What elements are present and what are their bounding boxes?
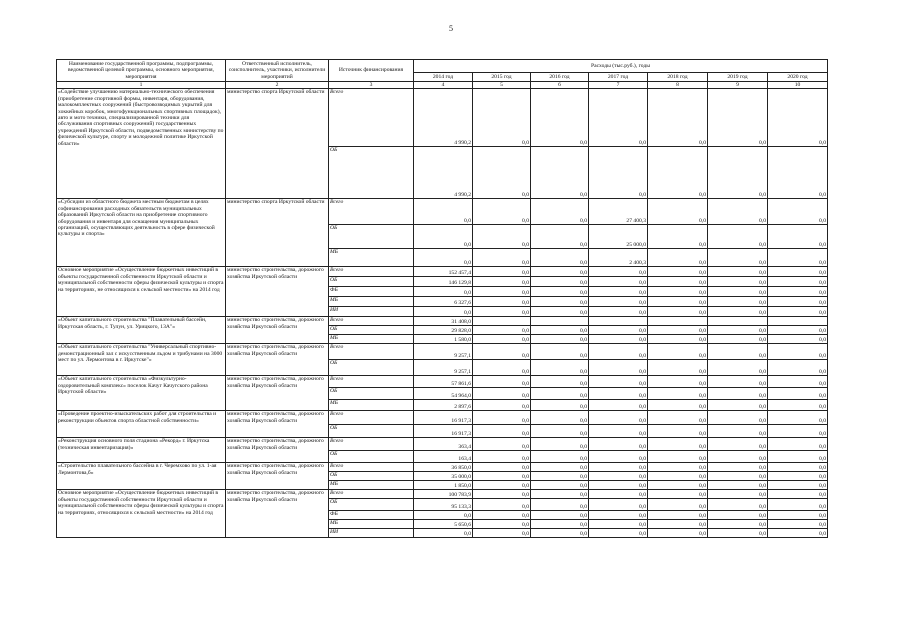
expense-value: 0,0 <box>648 326 708 335</box>
expense-value: 0,0 <box>648 511 708 520</box>
expense-value: 0,0 <box>768 376 828 388</box>
expense-value: 0,0 <box>589 529 648 538</box>
table-row <box>57 490 828 499</box>
expense-value: 0,0 <box>768 529 828 538</box>
expense-value: 0,0 <box>531 89 589 147</box>
funding-source: Всего <box>329 89 414 147</box>
expense-value: 0,0 <box>414 287 473 297</box>
expense-value: 54 964,0 <box>414 388 473 400</box>
funding-source: Всего <box>329 463 414 472</box>
expense-value: 0,0 <box>708 326 768 335</box>
expense-value: 0,0 <box>531 307 589 317</box>
funding-source: ИИ <box>329 307 414 317</box>
header-year: 2016 год <box>531 73 589 82</box>
expense-value: 1 850,0 <box>414 481 473 490</box>
expense-value: 0,0 <box>708 335 768 344</box>
expense-value: 0,0 <box>708 438 768 451</box>
page-number: 5 <box>449 24 453 33</box>
column-number-row <box>57 82 828 89</box>
expense-value: 0,0 <box>414 529 473 538</box>
expense-value: 0,0 <box>648 199 708 225</box>
table-row <box>57 89 828 147</box>
funding-source: ОБ <box>329 147 414 199</box>
expense-value: 0,0 <box>589 511 648 520</box>
expense-value: 0,0 <box>768 463 828 472</box>
expense-value: 0,0 <box>708 199 768 225</box>
funding-source: МБ <box>329 249 414 267</box>
expense-value: 0,0 <box>589 267 648 277</box>
expense-value: 0,0 <box>531 277 589 287</box>
program-name: «Объект капитального строительства "Универсальный спортивно-демонстрационный зал с искусственным льдом и трибунами на 3000 мест по ул. Лермонтова в г. Иркутске"» <box>57 344 226 376</box>
expense-value: 0,0 <box>648 400 708 411</box>
column-number: 9 <box>708 82 768 89</box>
expense-value: 0,0 <box>531 438 589 451</box>
expense-value: 16 917,3 <box>414 411 473 425</box>
expense-value: 0,0 <box>589 425 648 438</box>
expense-value: 0,0 <box>768 249 828 267</box>
expense-value: 0,0 <box>414 225 473 249</box>
expense-value: 9 257,1 <box>414 344 473 360</box>
expense-value: 0,0 <box>589 481 648 490</box>
executor: министерство строительства, дорожного хозяйства Иркутской области <box>226 317 329 344</box>
expense-value <box>708 317 768 326</box>
expense-value: 0,0 <box>589 307 648 317</box>
expense-value: 0,0 <box>473 481 531 490</box>
funding-source: ОБ <box>329 277 414 287</box>
expense-value: 0,0 <box>768 297 828 307</box>
expense-value: 0,0 <box>648 490 708 499</box>
expense-value: 0,0 <box>708 400 768 411</box>
expense-value: 0,0 <box>589 438 648 451</box>
table-header <box>57 60 828 89</box>
expense-value: 0,0 <box>768 451 828 463</box>
column-number: 10 <box>768 82 828 89</box>
expense-value: 0,0 <box>531 376 589 388</box>
table-row <box>57 267 828 277</box>
program-name: «Субсидии из областного бюджета местным бюджетам в целях софинансирования расходных обязательств муниципальных образований Иркутской области на приобретение спортивного оборудования и инвентаря для оснащения муниципальных организаций, осуществляющих деятельность в сфере физической культуры и спорта» <box>57 199 226 267</box>
expense-value: 0,0 <box>589 335 648 344</box>
expense-value: 0,0 <box>708 388 768 400</box>
expense-value: 0,0 <box>768 490 828 499</box>
expense-value <box>531 317 589 326</box>
expense-value: 9 257,1 <box>414 360 473 376</box>
column-number: 5 <box>473 82 531 89</box>
expense-value: 0,0 <box>473 472 531 481</box>
expense-value: 0,0 <box>589 400 648 411</box>
expense-value: 0,0 <box>589 388 648 400</box>
expense-value: 0,0 <box>473 326 531 335</box>
expense-value: 0,0 <box>589 360 648 376</box>
expense-value <box>589 317 648 326</box>
header-year: 2014 год <box>414 73 473 82</box>
column-number: 3 <box>329 82 414 89</box>
expense-value: 0,0 <box>648 89 708 147</box>
expense-value: 27 400,3 <box>589 199 648 225</box>
expense-value: 0,0 <box>414 511 473 520</box>
expense-value: 0,0 <box>708 481 768 490</box>
expense-value: 0,0 <box>414 199 473 225</box>
expense-value: 0,0 <box>589 451 648 463</box>
expense-value: 35 000,0 <box>414 472 473 481</box>
expense-value: 0,0 <box>768 438 828 451</box>
table-row <box>57 411 828 425</box>
expense-value: 0,0 <box>708 463 768 472</box>
expense-value: 0,0 <box>473 287 531 297</box>
expense-value: 152 457,4 <box>414 267 473 277</box>
expense-value: 0,0 <box>589 472 648 481</box>
expense-value: 95 133,3 <box>414 499 473 511</box>
column-number: 1 <box>57 82 226 89</box>
expense-value: 0,0 <box>473 400 531 411</box>
expense-value: 0,0 <box>708 225 768 249</box>
funding-source: ФБ <box>329 287 414 297</box>
expense-value: 0,0 <box>708 529 768 538</box>
expense-value: 0,0 <box>768 307 828 317</box>
expense-value: 0,0 <box>473 199 531 225</box>
column-number: 2 <box>226 82 329 89</box>
expense-value: 0,0 <box>473 267 531 277</box>
expense-value: 0,0 <box>768 511 828 520</box>
expense-value: 0,0 <box>708 360 768 376</box>
expense-value: 0,0 <box>589 499 648 511</box>
expense-value: 0,0 <box>531 400 589 411</box>
expense-value: 0,0 <box>648 267 708 277</box>
expense-value: 0,0 <box>708 287 768 297</box>
table-body <box>57 89 828 538</box>
expense-value: 0,0 <box>473 344 531 360</box>
expense-value: 0,0 <box>768 400 828 411</box>
expense-value: 0,0 <box>708 425 768 438</box>
funding-source: ОБ <box>329 326 414 335</box>
expense-value: 0,0 <box>648 411 708 425</box>
funding-source: Всего <box>329 267 414 277</box>
program-name: «Объект капитального строительства "Плавательный бассейн, Иркутская область, г. Тулун, ул. Урицкого, 13А"» <box>57 317 226 344</box>
expense-value: 2 897,6 <box>414 400 473 411</box>
program-name: Основное мероприятие «Осуществление бюджетных инвестиций в объекты государственной собственности Иркутской области и муниципальной собственности сферы физической культуры и спорта на территориях, не относящихся к сельской местности» на 2014 год <box>57 267 226 317</box>
program-name: Основное мероприятие «Осуществление бюджетных инвестиций в объекты государственной собственности Иркутской области и муниципальной собственности сферы физической культуры и спорта на территориях, относящихся к сельской местности» на 2014 год <box>57 490 226 538</box>
expense-value: 0,0 <box>531 249 589 267</box>
expense-value: 0,0 <box>648 287 708 297</box>
funding-source: ОБ <box>329 451 414 463</box>
funding-source: ОБ <box>329 225 414 249</box>
header-year: 2017 год <box>589 73 648 82</box>
expense-value: 0,0 <box>768 199 828 225</box>
expense-value: 163,4 <box>414 451 473 463</box>
expense-value: 0,0 <box>768 520 828 529</box>
funding-source: Всего <box>329 490 414 499</box>
funding-source: МБ <box>329 297 414 307</box>
executor: министерство строительства, дорожного хозяйства Иркутской области <box>226 267 329 317</box>
expense-value: 0,0 <box>589 287 648 297</box>
expense-value: 4 990,2 <box>414 89 473 147</box>
header-executor: Ответственный исполнитель, соисполнитель, участники, исполнители мероприятий <box>226 60 329 82</box>
expense-value: 0,0 <box>531 360 589 376</box>
funding-source: Всего <box>329 317 414 326</box>
funding-source: МБ <box>329 335 414 344</box>
expense-value <box>473 317 531 326</box>
expense-value: 0,0 <box>708 249 768 267</box>
expense-value: 0,0 <box>708 89 768 147</box>
expense-value: 0,0 <box>531 499 589 511</box>
expense-value: 36 850,0 <box>414 463 473 472</box>
executor: министерство строительства, дорожного хозяйства Иркутской области <box>226 438 329 463</box>
funding-source: ОБ <box>329 360 414 376</box>
expense-value: 0,0 <box>473 411 531 425</box>
expense-value: 0,0 <box>648 277 708 287</box>
expense-value <box>648 317 708 326</box>
executor: министерство строительства, дорожного хозяйства Иркутской области <box>226 490 329 538</box>
expense-value: 0,0 <box>589 147 648 199</box>
executor: министерство строительства, дорожного хозяйства Иркутской области <box>226 344 329 376</box>
expense-value: 0,0 <box>589 297 648 307</box>
expense-value: 0,0 <box>531 335 589 344</box>
table-row <box>57 199 828 225</box>
table-row <box>57 344 828 360</box>
expense-value <box>768 317 828 326</box>
expense-value: 0,0 <box>648 520 708 529</box>
expense-value: 0,0 <box>708 267 768 277</box>
expense-value: 31 408,0 <box>414 317 473 326</box>
expense-value: 0,0 <box>473 335 531 344</box>
funding-source: ОБ <box>329 499 414 511</box>
expense-value: 0,0 <box>589 376 648 388</box>
expense-value: 0,0 <box>708 297 768 307</box>
expense-value: 0,0 <box>531 511 589 520</box>
funding-source: МБ <box>329 520 414 529</box>
funding-source: Всего <box>329 438 414 451</box>
expense-value: 0,0 <box>768 499 828 511</box>
expense-value: 0,0 <box>648 529 708 538</box>
expense-value: 0,0 <box>768 360 828 376</box>
column-number: 8 <box>648 82 708 89</box>
expense-value: 0,0 <box>708 472 768 481</box>
expense-value: 0,0 <box>708 344 768 360</box>
expense-value: 0,0 <box>648 376 708 388</box>
expense-value: 0,0 <box>708 451 768 463</box>
expense-value: 25 000,0 <box>589 225 648 249</box>
expense-value: 0,0 <box>648 335 708 344</box>
expense-value: 0,0 <box>473 425 531 438</box>
expense-value: 57 861,6 <box>414 376 473 388</box>
header-source: Источник финансирования <box>329 60 414 82</box>
expense-value: 0,0 <box>531 199 589 225</box>
expense-value: 0,0 <box>648 451 708 463</box>
expense-value: 0,0 <box>648 307 708 317</box>
expense-value: 0,0 <box>768 388 828 400</box>
expense-value: 0,0 <box>768 277 828 287</box>
expense-value: 0,0 <box>768 89 828 147</box>
funding-source: ОБ <box>329 425 414 438</box>
expense-value: 0,0 <box>531 451 589 463</box>
expense-value: 6 327,6 <box>414 297 473 307</box>
budget-table <box>56 59 828 538</box>
expense-value: 0,0 <box>531 225 589 249</box>
column-number: 4 <box>414 82 473 89</box>
header-year: 2020 год <box>768 73 828 82</box>
expense-value: 0,0 <box>648 388 708 400</box>
expense-value: 0,0 <box>473 225 531 249</box>
expense-value: 0,0 <box>473 520 531 529</box>
expense-value: 146 129,8 <box>414 277 473 287</box>
expense-value: 0,0 <box>473 529 531 538</box>
program-name: «Объект капитального строительства «Физкультурно-оздоровительный комплекс» поселок Качуг Качугского района Иркутской области» <box>57 376 226 411</box>
expense-value: 0,0 <box>473 277 531 287</box>
program-name: «Строительство плавательного бассейна в г. Черемхово по ул. 1-ая Лермонтова,б» <box>57 463 226 490</box>
expense-value: 0,0 <box>473 511 531 520</box>
expense-value: 2 400,3 <box>589 249 648 267</box>
header-year: 2018 год <box>648 73 708 82</box>
expense-value: 0,0 <box>473 490 531 499</box>
expense-value: 0,0 <box>531 344 589 360</box>
funding-source: Всего <box>329 411 414 425</box>
expense-value: 0,0 <box>589 463 648 472</box>
funding-source: ОБ <box>329 472 414 481</box>
expense-value: 0,0 <box>648 499 708 511</box>
expense-value: 29 828,0 <box>414 326 473 335</box>
expense-value: 0,0 <box>473 147 531 199</box>
expense-value: 0,0 <box>473 388 531 400</box>
expense-value: 0,0 <box>589 411 648 425</box>
expense-value: 16 917,3 <box>414 425 473 438</box>
expense-value: 0,0 <box>531 490 589 499</box>
header-name: Наименование государственной программы, подпрограммы, ведомственной целевой программы, основного мероприятия, мероприятия <box>57 60 226 82</box>
expense-value: 0,0 <box>589 490 648 499</box>
expense-value: 0,0 <box>768 225 828 249</box>
funding-source: ФБ <box>329 511 414 520</box>
program-name: «Реконструкция основного поля стадиона «Рекорд» г. Иркутска (техническая инвентаризация)» <box>57 438 226 463</box>
funding-source: МБ <box>329 400 414 411</box>
expense-value: 0,0 <box>768 326 828 335</box>
expense-value: 0,0 <box>473 499 531 511</box>
expense-value: 0,0 <box>768 147 828 199</box>
expense-value: 0,0 <box>531 267 589 277</box>
expense-value: 0,0 <box>589 326 648 335</box>
expense-value: 0,0 <box>531 472 589 481</box>
expense-value: 0,0 <box>768 425 828 438</box>
executor: министерство строительства, дорожного хозяйства Иркутской области <box>226 411 329 438</box>
expense-value: 0,0 <box>708 307 768 317</box>
expense-value: 0,0 <box>648 297 708 307</box>
expense-value: 0,0 <box>531 326 589 335</box>
expense-value: 0,0 <box>648 425 708 438</box>
expense-value: 0,0 <box>531 463 589 472</box>
expense-value: 0,0 <box>648 481 708 490</box>
program-name: «Проведение проектно-изыскательских работ для строительства и реконструкции объектов спорта областной собственности» <box>57 411 226 438</box>
expense-value: 0,0 <box>648 249 708 267</box>
column-number: 6 <box>531 82 589 89</box>
table-row <box>57 376 828 388</box>
expense-value: 0,0 <box>708 490 768 499</box>
expense-value: 0,0 <box>473 249 531 267</box>
funding-source: Всего <box>329 376 414 388</box>
table-row <box>57 438 828 451</box>
expense-value: 0,0 <box>473 463 531 472</box>
funding-source: ОБ <box>329 388 414 400</box>
expense-value: 0,0 <box>708 277 768 287</box>
header-year: 2019 год <box>708 73 768 82</box>
expense-value: 0,0 <box>473 307 531 317</box>
header-year: 2015 год <box>473 73 531 82</box>
expense-value: 0,0 <box>648 225 708 249</box>
expense-value: 0,0 <box>531 425 589 438</box>
funding-source: МБ <box>329 481 414 490</box>
expense-value: 0,0 <box>414 249 473 267</box>
expense-value: 0,0 <box>648 344 708 360</box>
expense-value: 0,0 <box>708 376 768 388</box>
expense-value: 5 650,6 <box>414 520 473 529</box>
expense-value: 0,0 <box>473 360 531 376</box>
expense-value: 0,0 <box>589 277 648 287</box>
expense-value: 0,0 <box>648 147 708 199</box>
executor: министерство строительства, дорожного хозяйства Иркутской области <box>226 376 329 411</box>
expense-value: 0,0 <box>589 89 648 147</box>
executor: министерство спорта Иркутской области <box>226 89 329 199</box>
header-expenses: Расходы (тыс.руб.), годы <box>414 60 828 73</box>
expense-value: 0,0 <box>531 481 589 490</box>
expense-value: 0,0 <box>768 344 828 360</box>
expense-value: 0,0 <box>708 499 768 511</box>
expense-value: 0,0 <box>473 451 531 463</box>
expense-value: 0,0 <box>768 287 828 297</box>
expense-value: 0,0 <box>531 529 589 538</box>
expense-value: 0,0 <box>648 438 708 451</box>
funding-source: Всего <box>329 344 414 360</box>
expense-value: 0,0 <box>531 411 589 425</box>
funding-source: Всего <box>329 199 414 225</box>
expense-value: 0,0 <box>768 481 828 490</box>
expense-value: 0,0 <box>414 307 473 317</box>
funding-source: ИИ <box>329 529 414 538</box>
expense-value: 0,0 <box>648 472 708 481</box>
table-row <box>57 317 828 326</box>
expense-value: 0,0 <box>768 267 828 277</box>
expense-value: 0,0 <box>708 411 768 425</box>
expense-value: 0,0 <box>531 297 589 307</box>
expense-value: 0,0 <box>768 472 828 481</box>
expense-value: 0,0 <box>589 344 648 360</box>
expense-value: 100 783,9 <box>414 490 473 499</box>
expense-value: 0,0 <box>531 287 589 297</box>
expense-value: 0,0 <box>708 147 768 199</box>
executor: министерство спорта Иркутской области <box>226 199 329 267</box>
expense-value: 1 580,0 <box>414 335 473 344</box>
expense-value: 0,0 <box>531 520 589 529</box>
expense-value: 0,0 <box>648 360 708 376</box>
expense-value: 363,4 <box>414 438 473 451</box>
expense-value: 0,0 <box>473 438 531 451</box>
expense-value: 0,0 <box>531 147 589 199</box>
expense-value: 0,0 <box>708 520 768 529</box>
expense-value: 0,0 <box>531 388 589 400</box>
expense-value: 0,0 <box>473 376 531 388</box>
expense-value: 4 990,2 <box>414 147 473 199</box>
expense-value: 0,0 <box>768 335 828 344</box>
expense-value: 0,0 <box>768 411 828 425</box>
expense-value: 0,0 <box>473 297 531 307</box>
column-number: 7 <box>589 82 648 89</box>
expense-value: 0,0 <box>589 520 648 529</box>
table-row <box>57 463 828 472</box>
expense-value: 0,0 <box>708 511 768 520</box>
executor: министерство строительства, дорожного хозяйства Иркутской области <box>226 463 329 490</box>
expense-value: 0,0 <box>473 89 531 147</box>
program-name: «Содействие улучшению материально-технического обеспечения (приобретение спортивной формы, инвентаря, оборудования, малокомплектных сооружений (быстровозводимых укрытий для хоккейных коробок, многофункциональных спортивных площадок), авто и мото техники, специализированной техники для обслуживания спортивных сооружений) государственных учреждений Иркутской области, подведомственных министерству по физической культуре, спорту и молодежной политике Иркутской области» <box>57 89 226 199</box>
expense-value: 0,0 <box>648 463 708 472</box>
